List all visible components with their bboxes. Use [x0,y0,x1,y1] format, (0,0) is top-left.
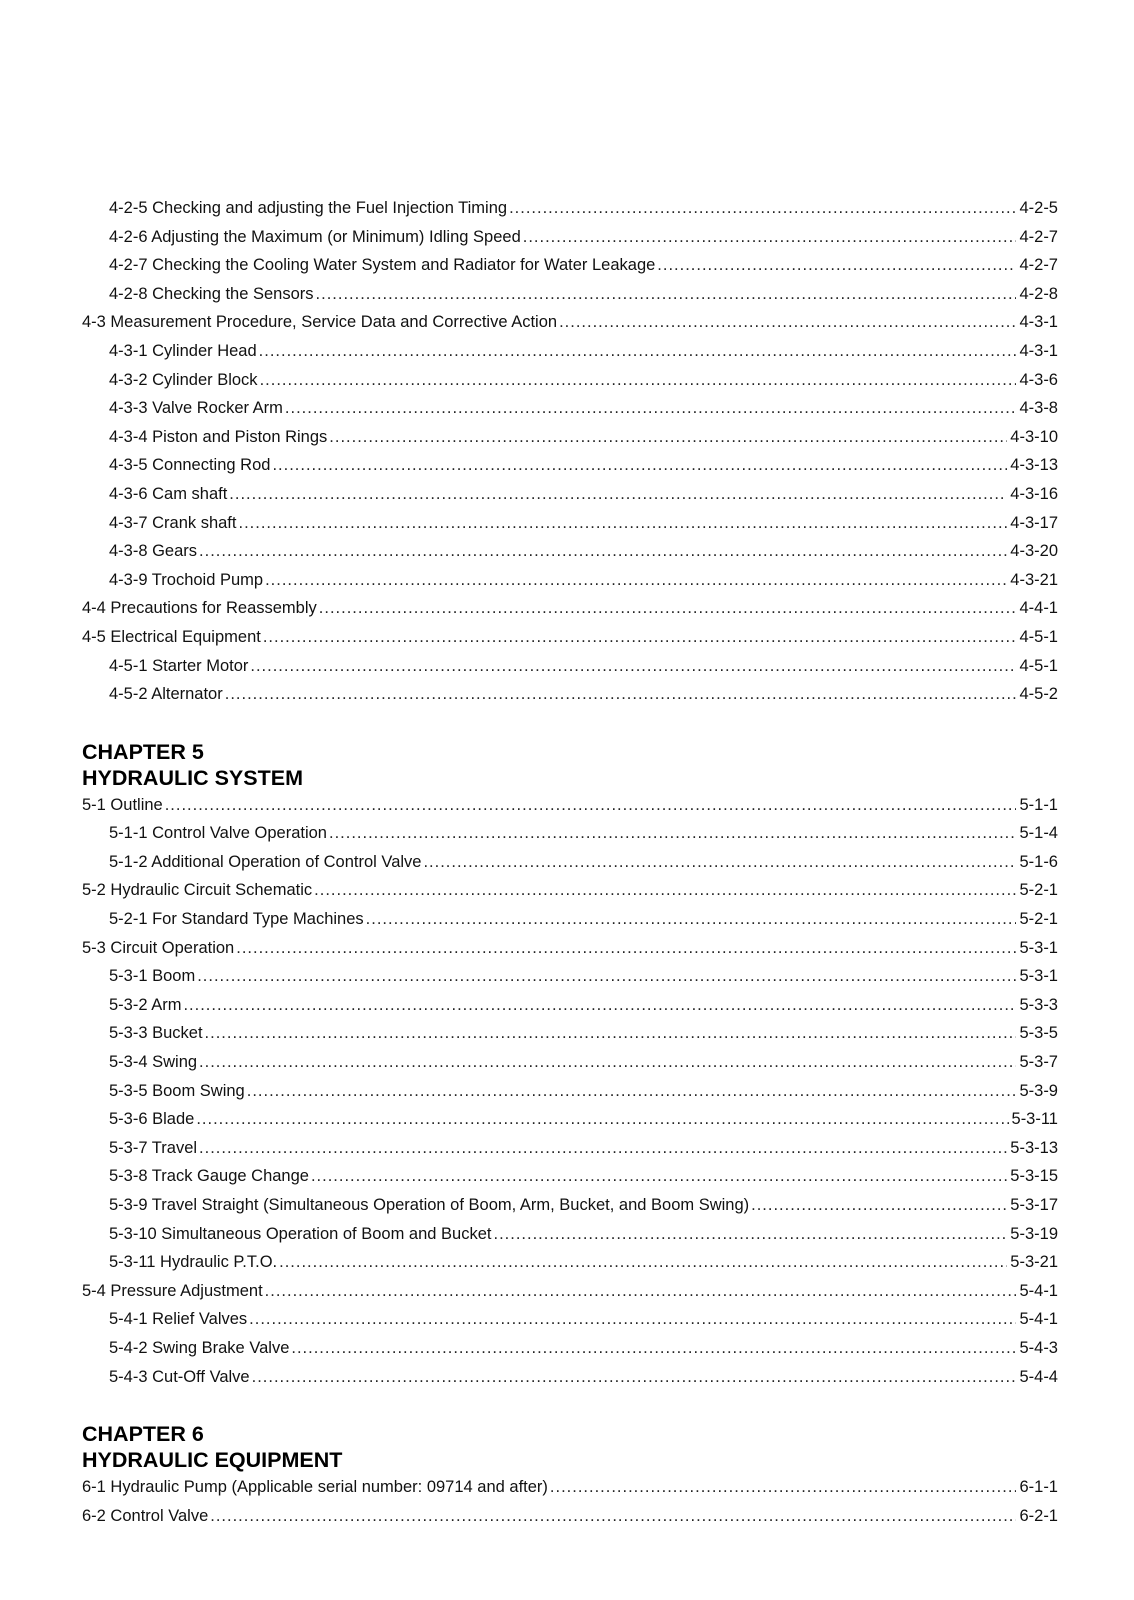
toc-entry-title: 5-2-1 For Standard Type Machines [109,910,364,929]
toc-entry[interactable] [82,337,1058,366]
toc-entry-page-number: 5-2-1 [1019,881,1058,900]
toc-entry[interactable] [82,194,1058,223]
toc-entry[interactable] [82,1191,1058,1220]
dot-leader [423,848,1016,877]
toc-entry-page-number: 5-3-19 [1010,1224,1058,1243]
toc-entry-page-number: 5-1-6 [1019,852,1058,871]
dot-leader [165,791,1017,820]
toc-entry[interactable] [82,594,1058,623]
toc-entry[interactable] [82,1363,1058,1392]
toc-entry-page-number: 5-2-1 [1019,910,1058,929]
toc-entry-title: 5-3-8 Track Gauge Change [109,1167,309,1186]
toc-entry-title: 4-2-5 Checking and adjusting the Fuel Injection Timing [109,199,508,217]
chapter-6-header [82,1421,1058,1473]
dot-leader [210,1502,1016,1531]
toc-entry-page-number: 5-3-11 [1011,1110,1058,1129]
toc-entry[interactable] [82,819,1058,848]
dot-leader [285,394,1017,423]
toc-entry[interactable] [82,223,1058,252]
chapter-title: HYDRAULIC SYSTEM [82,765,303,790]
toc-entry-title: 4-4 Precautions for Reassembly [82,599,317,618]
toc-entry[interactable] [82,394,1058,423]
dot-leader [265,566,1007,595]
toc-entry-title: 5-3-4 Swing [109,1053,198,1072]
toc-entry-title: 4-2-8 Checking the Sensors [109,284,314,303]
toc-entry-title: 5-3-1 Boom [109,967,196,986]
toc-entry-title: 5-3-9 Travel Straight (Simultaneous Operation of Boom, Arm, Bucket, and Boom Swing) [109,1196,750,1214]
toc-entry-title: 5-4 Pressure Adjustment [82,1281,263,1300]
toc-entry-title: 4-3-5 Connecting Rod [109,456,271,475]
dot-leader [493,1220,1007,1249]
toc-entry-title: 4-3-8 Gears [109,542,198,561]
toc-entry-title: 6-1 Hydraulic Pump (Applicable serial number: 09714 and after) [82,1478,548,1497]
toc-entry-page-number: 5-3-9 [1019,1081,1058,1100]
toc-section-chapter-4-continued [82,194,1058,709]
toc-entry-page-number: 5-1-1 [1019,795,1058,814]
toc-entry-page-number: 5-3-21 [1010,1253,1058,1272]
dot-leader [196,1105,1008,1134]
toc-entry-page-number: 5-3-3 [1019,995,1058,1014]
toc-entry-page-number: 6-2-1 [1019,1506,1058,1525]
toc-entry-page-number: 4-3-17 [1010,513,1058,532]
toc-entry[interactable] [82,876,1058,905]
toc-entry-page-number: 4-5-1 [1019,627,1058,646]
toc-entry-title: 5-3-10 Simultaneous Operation of Boom and Bucket [109,1224,492,1243]
toc-entry-title: 5-3-7 Travel [109,1138,198,1157]
toc-entry-page-number: 4-3-1 [1019,313,1058,332]
dot-leader [329,819,1016,848]
toc-entry[interactable] [82,1305,1058,1334]
toc-entry[interactable] [82,1134,1058,1163]
toc-entry-title: 4-5-1 Starter Motor [109,656,249,675]
toc-entry-title: 4-3-6 Cam shaft [109,484,228,503]
toc-entry-page-number: 5-3-5 [1019,1024,1058,1043]
toc-section-chapter-6 [82,1473,1058,1530]
toc-entry-title: 4-2-6 Adjusting the Maximum (or Minimum) Idling Speed [109,227,521,246]
toc-entry-page-number: 5-3-15 [1010,1167,1058,1186]
toc-entry[interactable] [82,1334,1058,1363]
toc-entry-title: 5-3-3 Bucket [109,1024,203,1043]
toc-entry-title: 5-1-1 Control Valve Operation [109,824,327,843]
toc-entry-title: 6-2 Control Valve [82,1506,209,1525]
dot-leader [366,905,1017,934]
dot-leader [259,337,1017,366]
dot-leader [229,480,1007,509]
dot-leader [250,652,1016,681]
toc-entry[interactable] [82,423,1058,452]
dot-leader [199,1048,1016,1077]
dot-leader [550,1473,1017,1502]
toc-entry[interactable] [82,652,1058,681]
dot-leader [263,623,1017,652]
dot-leader [509,194,1016,223]
toc-entry[interactable] [82,680,1058,709]
chapter-title: HYDRAULIC EQUIPMENT [82,1448,343,1473]
toc-entry-page-number: 4-3-13 [1010,456,1058,475]
toc-entry-title: 4-5-2 Alternator [109,685,223,704]
toc-entry[interactable] [82,251,1058,280]
toc-entry[interactable] [82,991,1058,1020]
toc-entry-page-number: 4-3-21 [1010,570,1058,589]
toc-entry[interactable] [82,905,1058,934]
toc-entry-page-number: 5-3-17 [1010,1196,1058,1214]
toc-entry-title: 5-1 Outline [82,795,163,814]
chapter-number: CHAPTER 6 [82,1422,204,1447]
dot-leader [657,251,1016,280]
toc-entry-title: 4-3 Measurement Procedure, Service Data and Corrective Action [82,313,558,332]
toc-entry-title: 4-3-4 Piston and Piston Rings [109,427,328,446]
chapter-5-header [82,739,1058,791]
dot-leader [523,223,1017,252]
toc-entry[interactable] [82,1502,1058,1531]
toc-entry-page-number: 4-3-6 [1019,370,1058,389]
toc-entry-page-number: 5-3-1 [1019,967,1058,986]
toc-entry[interactable] [82,623,1058,652]
toc-section-chapter-5 [82,791,1058,1391]
toc-entry-title: 5-3-11 Hydraulic P.T.O. [109,1253,278,1272]
dot-leader [247,1077,1017,1106]
toc-entry[interactable] [82,934,1058,963]
toc-entry[interactable] [82,848,1058,877]
dot-leader [197,962,1016,991]
dot-leader [311,1162,1007,1191]
toc-entry[interactable] [82,1105,1058,1134]
dot-leader [751,1191,1007,1220]
toc-entry-page-number: 5-3-1 [1019,938,1058,957]
dot-leader [225,680,1017,709]
toc-entry[interactable] [82,1048,1058,1077]
toc-entry[interactable] [82,1248,1058,1277]
toc-entry[interactable] [82,451,1058,480]
toc-entry-title: 5-2 Hydraulic Circuit Schematic [82,881,313,900]
toc-entry-page-number: 5-4-3 [1019,1338,1058,1357]
toc-entry-page-number: 4-3-10 [1010,427,1058,446]
toc-entry-page-number: 4-3-8 [1019,399,1058,418]
dot-leader [272,451,1007,480]
toc-entry-page-number: 4-5-1 [1019,656,1058,675]
toc-entry[interactable] [82,566,1058,595]
toc-entry-title: 4-2-7 Checking the Cooling Water System and Radiator for Water Leakage [109,256,656,275]
toc-entry-page-number: 5-1-4 [1019,824,1058,843]
toc-entry-page-number: 4-5-2 [1019,685,1058,704]
toc-entry-title: 5-3-5 Boom Swing [109,1081,245,1100]
toc-entry-title: 4-3-3 Valve Rocker Arm [109,399,283,418]
dot-leader [183,991,1016,1020]
toc-entry-page-number: 4-2-7 [1019,227,1058,246]
toc-entry-page-number: 4-3-20 [1010,542,1058,561]
toc-entry-page-number: 5-4-1 [1019,1310,1058,1329]
dot-leader [291,1334,1016,1363]
toc-entry-title: 5-4-3 Cut-Off Valve [109,1367,250,1386]
toc-entry[interactable] [82,1473,1058,1502]
toc-entry-page-number: 4-2-7 [1019,256,1058,275]
toc-entry[interactable] [82,480,1058,509]
toc-entry[interactable] [82,537,1058,566]
chapter-number: CHAPTER 5 [82,739,204,764]
dot-leader [319,594,1017,623]
toc-entry-title: 4-3-1 Cylinder Head [109,341,257,360]
toc-entry-title: 4-3-2 Cylinder Block [109,370,258,389]
toc-entry[interactable] [82,1277,1058,1306]
dot-leader [236,934,1016,963]
toc-entry-title: 5-3-2 Arm [109,995,182,1014]
toc-entry-page-number: 4-2-5 [1019,199,1058,217]
dot-leader [316,280,1017,309]
dot-leader [238,509,1007,538]
dot-leader [265,1277,1017,1306]
dot-leader [559,308,1016,337]
toc-entry[interactable] [82,1220,1058,1249]
toc-entry[interactable] [82,366,1058,395]
toc-entry-title: 4-5 Electrical Equipment [82,627,261,646]
toc-entry-page-number: 4-3-16 [1010,484,1058,503]
toc-entry-page-number: 5-4-1 [1019,1281,1058,1300]
toc-entry[interactable] [82,280,1058,309]
toc-entry[interactable] [82,308,1058,337]
dot-leader [205,1019,1017,1048]
dot-leader [199,1134,1007,1163]
toc-entry[interactable] [82,1077,1058,1106]
toc-entry-title: 4-3-7 Crank shaft [109,513,237,532]
toc-entry-page-number: 5-3-7 [1019,1053,1058,1072]
toc-entry-title: 5-3 Circuit Operation [82,938,235,957]
dot-leader [199,537,1007,566]
toc-entry-title: 5-4-2 Swing Brake Valve [109,1338,290,1357]
toc-entry-title: 5-4-1 Relief Valves [109,1310,248,1329]
toc-entry-page-number: 4-3-1 [1019,341,1058,360]
toc-entry-page-number: 6-1-1 [1019,1478,1058,1497]
dot-leader [252,1363,1017,1392]
toc-entry[interactable] [82,1162,1058,1191]
dot-leader [314,876,1016,905]
toc-entry-page-number: 5-3-13 [1010,1138,1058,1157]
toc-entry[interactable] [82,1019,1058,1048]
dot-leader [279,1248,1007,1277]
toc-entry[interactable] [82,791,1058,820]
table-of-contents [82,194,1058,1530]
toc-entry[interactable] [82,509,1058,538]
toc-entry-page-number: 5-4-4 [1019,1367,1058,1386]
toc-entry-title: 5-3-6 Blade [109,1110,195,1129]
toc-entry[interactable] [82,962,1058,991]
dot-leader [329,423,1007,452]
toc-entry-title: 4-3-9 Trochoid Pump [109,570,264,589]
toc-entry-page-number: 4-4-1 [1019,599,1058,618]
toc-entry-title: 5-1-2 Additional Operation of Control Valve [109,852,422,871]
toc-entry-page-number: 4-2-8 [1019,284,1058,303]
dot-leader [249,1305,1016,1334]
dot-leader [260,366,1017,395]
